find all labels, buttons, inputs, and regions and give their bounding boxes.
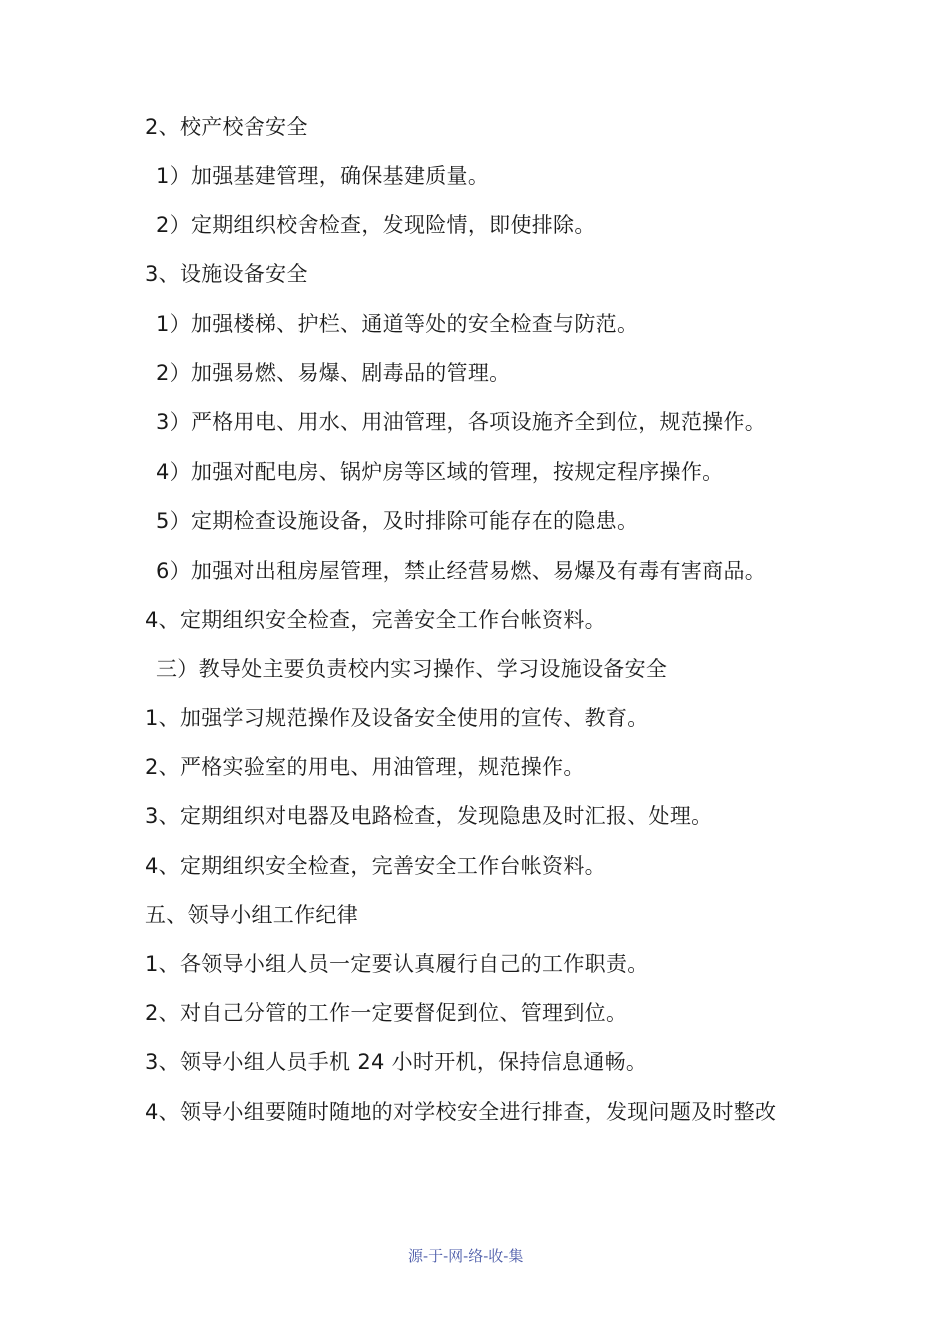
section-heading: 4、定期组织安全检查，完善安全工作台帐资料。: [145, 608, 606, 632]
list-item: 4、领导小组要随时随地的对学校安全进行排查，发现问题及时整改: [145, 1100, 777, 1124]
section-heading: 3、设施设备安全: [145, 262, 308, 286]
list-item: 1、各领导小组人员一定要认真履行自己的工作职责。: [145, 952, 649, 976]
list-item: 1）加强基建管理，确保基建质量。: [156, 164, 490, 188]
list-item: 5）定期检查设施设备，及时排除可能存在的隐患。: [156, 509, 639, 533]
section-heading: 三）教导处主要负责校内实习操作、学习设施设备安全: [156, 657, 668, 681]
list-item: 3、领导小组人员手机 24 小时开机，保持信息通畅。: [145, 1050, 648, 1074]
list-item: 2）加强易燃、易爆、剧毒品的管理。: [156, 361, 511, 385]
section-heading: 2、校产校舍安全: [145, 115, 308, 139]
section-heading: 五、领导小组工作纪律: [145, 903, 358, 927]
list-item: 1）加强楼梯、护栏、通道等处的安全检查与防范。: [156, 312, 639, 336]
list-item: 2、对自己分管的工作一定要督促到位、管理到位。: [145, 1001, 628, 1025]
list-item: 4、定期组织安全检查，完善安全工作台帐资料。: [145, 854, 606, 878]
list-item: 6）加强对出租房屋管理，禁止经营易燃、易爆及有毒有害商品。: [156, 559, 767, 583]
list-item: 4）加强对配电房、锅炉房等区域的管理，按规定程序操作。: [156, 460, 724, 484]
list-item: 3）严格用电、用水、用油管理，各项设施齐全到位，规范操作。: [156, 410, 767, 434]
list-item: 1、加强学习规范操作及设备安全使用的宣传、教育。: [145, 706, 649, 730]
footer-watermark-text: 源-于-网-络-收-集: [408, 1247, 524, 1265]
list-item: 3、定期组织对电器及电路检查，发现隐患及时汇报、处理。: [145, 804, 713, 828]
list-item: 2、严格实验室的用电、用油管理，规范操作。: [145, 755, 585, 779]
list-item: 2）定期组织校舍检查，发现险情，即使排除。: [156, 213, 596, 237]
